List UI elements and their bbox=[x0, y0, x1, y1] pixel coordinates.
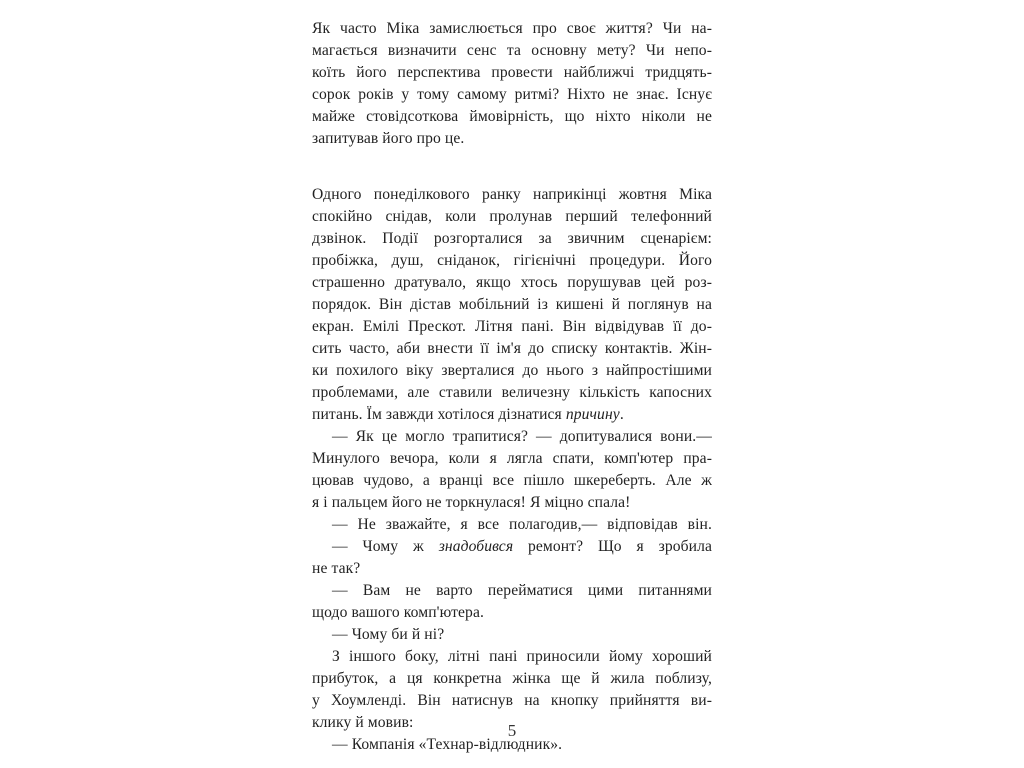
emphasis-text: причину bbox=[565, 406, 620, 423]
dialogue-line: — Не зважайте, я все полагодив,— відповідав він. bbox=[332, 516, 712, 533]
text-line: коїть його перспектива провести найближчі тридцять- bbox=[312, 64, 712, 81]
dialogue-line: — Вам не варто перейматися цими питаннями bbox=[332, 582, 712, 599]
text-line: запитував його про це. bbox=[312, 130, 465, 147]
text-line: Минулого вечора, коли я лягла спати, комп'ютер пра- bbox=[312, 450, 712, 467]
text-segment: питань. Їм завжди хотілося дізнатися bbox=[312, 406, 566, 423]
text-line: страшенно дратувало, якщо хтось порушував цей роз- bbox=[312, 274, 712, 291]
text-line: не так? bbox=[312, 560, 361, 577]
text-line: цював чудово, а вранці все пішло шкереберть. Але ж bbox=[312, 472, 712, 489]
text-line: прибуток, а ця конкретна жінка ще й жила поблизу, bbox=[312, 670, 712, 687]
text-line: Одного понеділкового ранку наприкінці жовтня Міка bbox=[312, 186, 712, 203]
text-line: З іншого боку, літні пані приносили йому хороший bbox=[332, 648, 712, 665]
text-line: клику й мовив: bbox=[312, 714, 414, 731]
text-line: ки похилого віку зверталися до нього з найпростішими bbox=[312, 362, 712, 379]
text-line: магається визначити сенс та основну мету? Чи непо- bbox=[312, 42, 712, 59]
dialogue-line: — Як це могло трапитися? — допитувалися вони.— bbox=[332, 428, 712, 445]
text-line: сорок років у тому самому ритмі? Ніхто не знає. Існує bbox=[312, 86, 712, 103]
text-line: Як часто Міка замислюється про своє життя? Чи на- bbox=[312, 20, 712, 37]
text-line: майже стовідсоткова ймовірність, що ніхто ніколи не bbox=[312, 108, 712, 125]
text-line: спокійно снідав, коли пролунав перший телефонний bbox=[312, 208, 712, 225]
text-line bbox=[312, 404, 712, 426]
text-line: екран. Емілі Прескот. Літня пані. Він відвідував її до- bbox=[312, 318, 712, 335]
dialogue-line bbox=[312, 536, 712, 558]
book-page bbox=[312, 18, 712, 758]
text-line: порядок. Він дістав мобільний із кишені й поглянув на bbox=[312, 296, 712, 313]
text-segment: — Чому ж bbox=[332, 538, 439, 555]
text-line: я і пальцем його не торкнулася! Я міцно спала! bbox=[312, 494, 631, 511]
dialogue-line: — Компанія «Технар-відлюдник». bbox=[332, 736, 563, 753]
footer bbox=[312, 720, 712, 750]
text-segment: . bbox=[619, 406, 624, 423]
text-line: щодо вашого комп'ютера. bbox=[312, 604, 484, 621]
dialogue-line: — Чому би й ні? bbox=[332, 626, 445, 643]
text-segment: ремонт? Що я зробила bbox=[513, 538, 713, 555]
emphasis-text: знадобився bbox=[438, 538, 514, 555]
text-line: проблемами, але ставили величезну кількість капосних bbox=[312, 384, 712, 401]
page-number: 5 bbox=[507, 721, 517, 740]
text-line: у Хоумленді. Він натиснув на кнопку прийняття ви- bbox=[312, 692, 712, 709]
text-line: сить часто, аби внести її ім'я до списку контактів. Жін- bbox=[312, 340, 712, 357]
text-line: дзвінок. Події розгорталися за звичним сценарієм: bbox=[312, 230, 712, 247]
text-line: пробіжка, душ, сніданок, гігієнічні процедури. Його bbox=[312, 252, 712, 269]
